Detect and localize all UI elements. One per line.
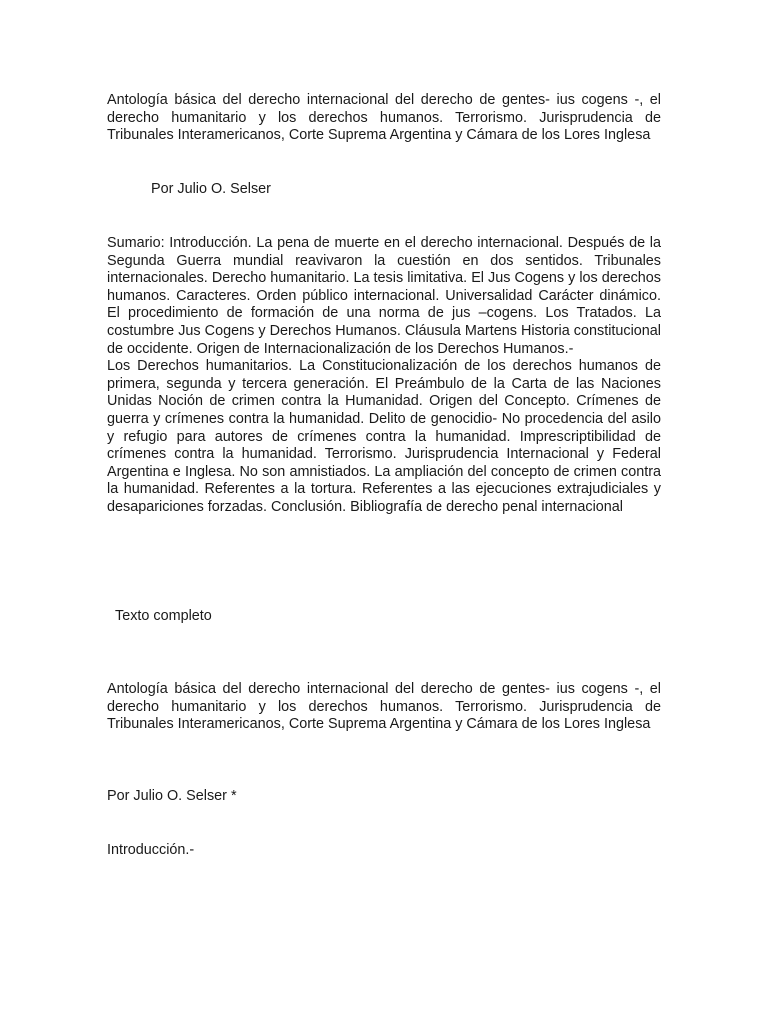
author-line-top: Por Julio O. Selser bbox=[151, 181, 271, 197]
document-title-bottom: Antología básica del derecho internacional del derecho de gentes- ius cogens -, el derecho humanitario y los derechos humanos. Terrorismo. Jurisprudencia de Tribunales Interamericanos, Corte Suprema Argentina y Cámara de los Lores Inglesa bbox=[107, 681, 661, 733]
summary-paragraph-2: Los Derechos humanitarios. La Constitucionalización de los derechos humanos de primera, segunda y tercera generación. El Preámbulo de la Carta de las Naciones Unidas Noción de crimen contra la Humanidad. Origen del Concepto. Crímenes de guerra y crímenes contra la humanidad. Delito de genocidio- No procedencia del asilo y refugio para autores de crímenes contra la humanidad. Imprescriptibilidad de crímenes contra la humanidad. Terrorismo. Jurisprudencia Internacional y Federal Argentina e Inglesa. No son amnistiados. La ampliación del concepto de crimen contra la humanidad. Referentes a la tortura. Referentes a las ejecuciones extrajudiciales y desapariciones forzadas. Conclusión. Bibliografía de derecho penal internacional bbox=[107, 358, 661, 515]
introduction-heading: Introducción.- bbox=[107, 842, 195, 858]
author-line-bottom: Por Julio O. Selser * bbox=[107, 788, 237, 804]
document-title-top: Antología básica del derecho internacional del derecho de gentes- ius cogens -, el derecho humanitario y los derechos humanos. Terrorismo. Jurisprudencia de Tribunales Interamericanos, Corte Suprema Argentina y Cámara de los Lores Inglesa bbox=[107, 92, 661, 144]
summary-paragraph-1: Sumario: Introducción. La pena de muerte en el derecho internacional. Después de la Segunda Guerra mundial reavivaron la cuestión en dos sentidos. Tribunales internacionales. Derecho humanitario. La tesis limitativa. El Jus Cogens y los derechos humanos. Caracteres. Orden público internacional. Universalidad Carácter dinámico. El procedimiento de formación de una norma de jus –cogens. Los Tratados. La costumbre Jus Cogens y Derechos Humanos. Cláusula Martens Historia constitucional de occidente. Origen de Internacionalización de los Derechos Humanos.- bbox=[107, 235, 661, 357]
full-text-heading: Texto completo bbox=[115, 608, 212, 624]
summary-section bbox=[107, 235, 661, 517]
